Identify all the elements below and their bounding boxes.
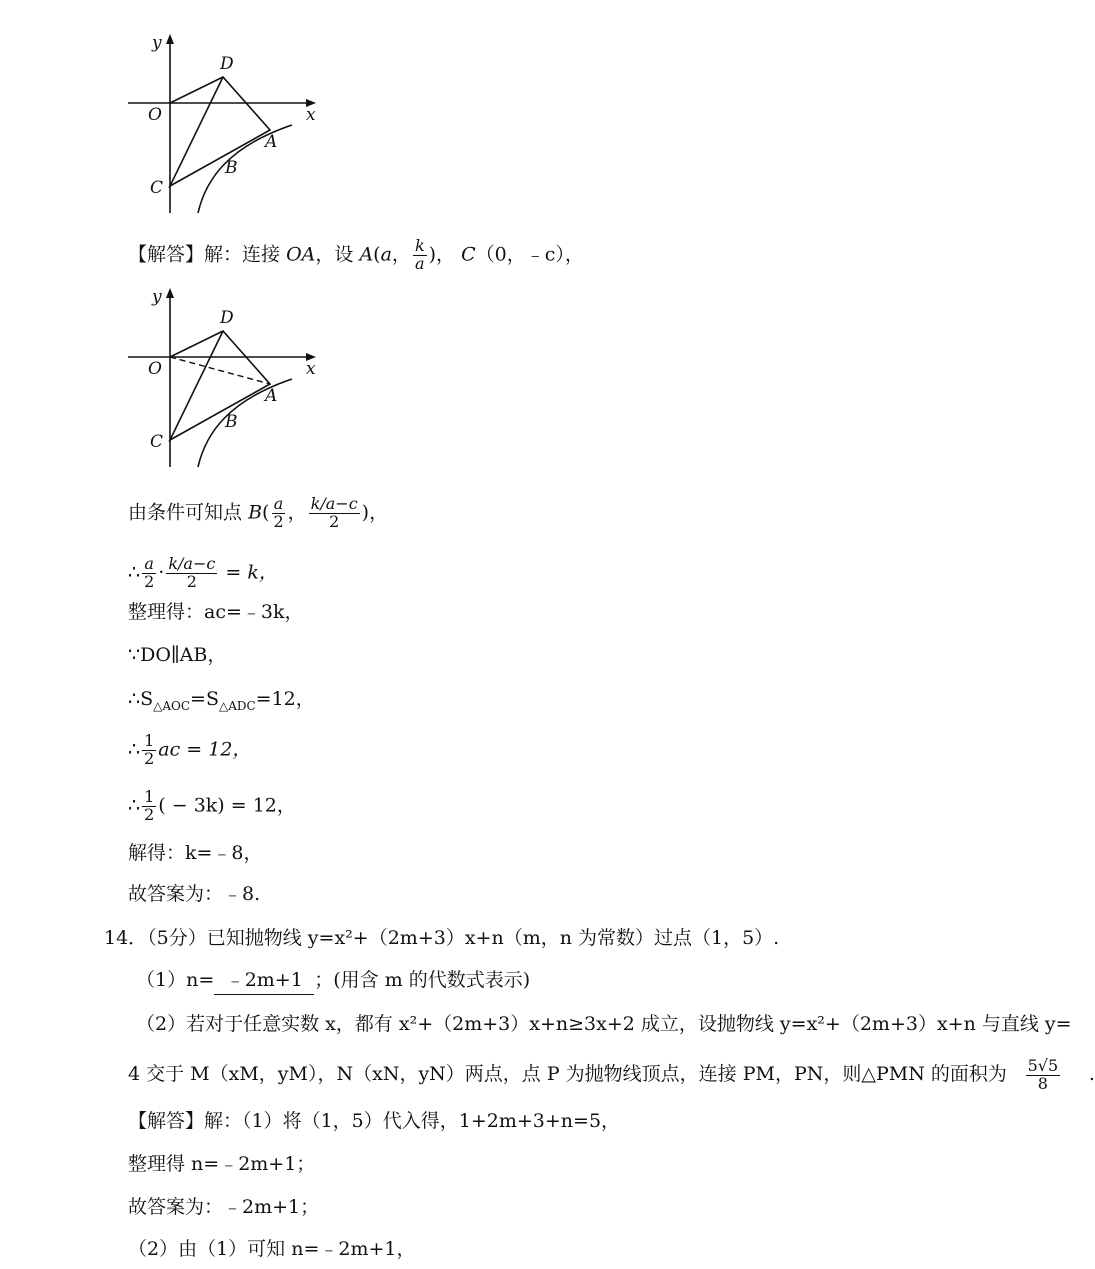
sol13-line-1: 【解答】解：连接 OA，设 A(a， $\frac{k}{a}$ )， C（0，﹣c）， [128,236,584,273]
q14-sol-line-4: （2）由（1）可知 n=﹣2m+1， [128,1238,416,1260]
sol13-line-8: ∴ $\frac{1}{2}$ ( − 3k) = 12， [128,787,296,824]
q14-stem: 14．（5分）已知抛物线 y=x²+（2m+3）x+n（m，n 为常数）过点（1，5）. [104,927,780,949]
fraction-a-over-2: $\frac{a}{2}$ [273,494,284,531]
fraction-k-a-minus-c-over-2: $\frac{k/a-c}{2}$ [310,494,358,531]
figure-2-label-O: O [148,359,162,379]
sol13-line-3: ∴ $\frac{a}{2}$ · $\frac{k/a-c}{2}$ = k， [128,554,278,591]
figure-1-curve [198,125,292,213]
sol13-line-4: 整理得：ac=﹣3k， [128,601,304,623]
figure-1-label-A: A [265,132,278,152]
fraction-a-over-2: $\frac{a}{2}$ [144,554,155,591]
figure-1-y-arrow-icon [166,34,174,44]
figure-1-label-D: D [220,54,234,74]
sol13-line-6: $\therefore S_{\triangle AOC}=S_{\triangle ADC}=12$， [128,688,315,713]
q14-part2-line2: 4 交于 M（xM，yM），N（xN，yN）两点，点 P 为抛物线顶点，连接 PM，PN，则△PMN 的面积为 $\frac{5√5}{8}$ . [128,1052,1095,1096]
q14-part1: （1）n= ﹣2m+1 ；(用含 m 的代数式表示) [136,966,530,995]
fraction-1-over-2: $\frac{1}{2}$ [144,731,155,768]
sol13-line-2: 由条件可知点 B( $\frac{a}{2}$ ， $\frac{k/a-c}{2}$ )， [128,494,389,531]
q14-part1-answer: ﹣2m+1 [214,966,314,995]
q14-part2-line1: （2）若对于任意实数 x，都有 x²+（2m+3）x+n≥3x+2 成立，设抛物线 y=x²+（2m+3）x+n 与直线 y= [136,1013,1072,1035]
q14-part2-answer [1007,1052,1079,1096]
q14-sol-line-3: 故答案为：﹣2m+1； [128,1196,320,1218]
q14-sol-line-2: 整理得 n=﹣2m+1； [128,1153,316,1175]
figure-2-y-arrow-icon [166,288,174,298]
fraction-5root5-over-8: $\frac{5√5}{8}$ [1027,1055,1059,1093]
figure-1-label-x: x [306,105,316,125]
sol13-line-10: 故答案为：﹣8. [128,883,261,905]
figure-1-label-y: y [152,33,162,53]
sol13-line-9: 解得：k=﹣8， [128,842,263,864]
figure-2-label-C: C [150,432,164,452]
figure-2-label-D: D [220,308,234,328]
sol13-line-7: ∴ $\frac{1}{2}$ ac = 12， [128,731,252,768]
figure-2-label-x: x [306,359,316,379]
fraction-1-over-2: $\frac{1}{2}$ [144,787,155,824]
sol13-line-5: ∵DO∥AB， [128,644,227,666]
figure-2-label-A: A [265,386,278,406]
figure-1 [120,28,330,218]
figure-2 [120,282,330,472]
figure-2-curve [198,379,292,467]
fraction-k-a-minus-c-over-2: $\frac{k/a-c}{2}$ [168,554,216,591]
figure-2-label-y: y [152,287,162,307]
figure-2-dashed-OA [170,357,270,384]
fraction-k-over-a: $\frac{k}{a}$ [414,236,425,273]
figure-1-label-O: O [148,105,162,125]
figure-1-label-B: B [225,158,238,178]
figure-2-label-B: B [225,412,238,432]
q14-sol-line-1: 【解答】解：（1）将（1，5）代入得，1+2m+3+n=5， [128,1110,621,1132]
figure-1-label-C: C [150,178,164,198]
